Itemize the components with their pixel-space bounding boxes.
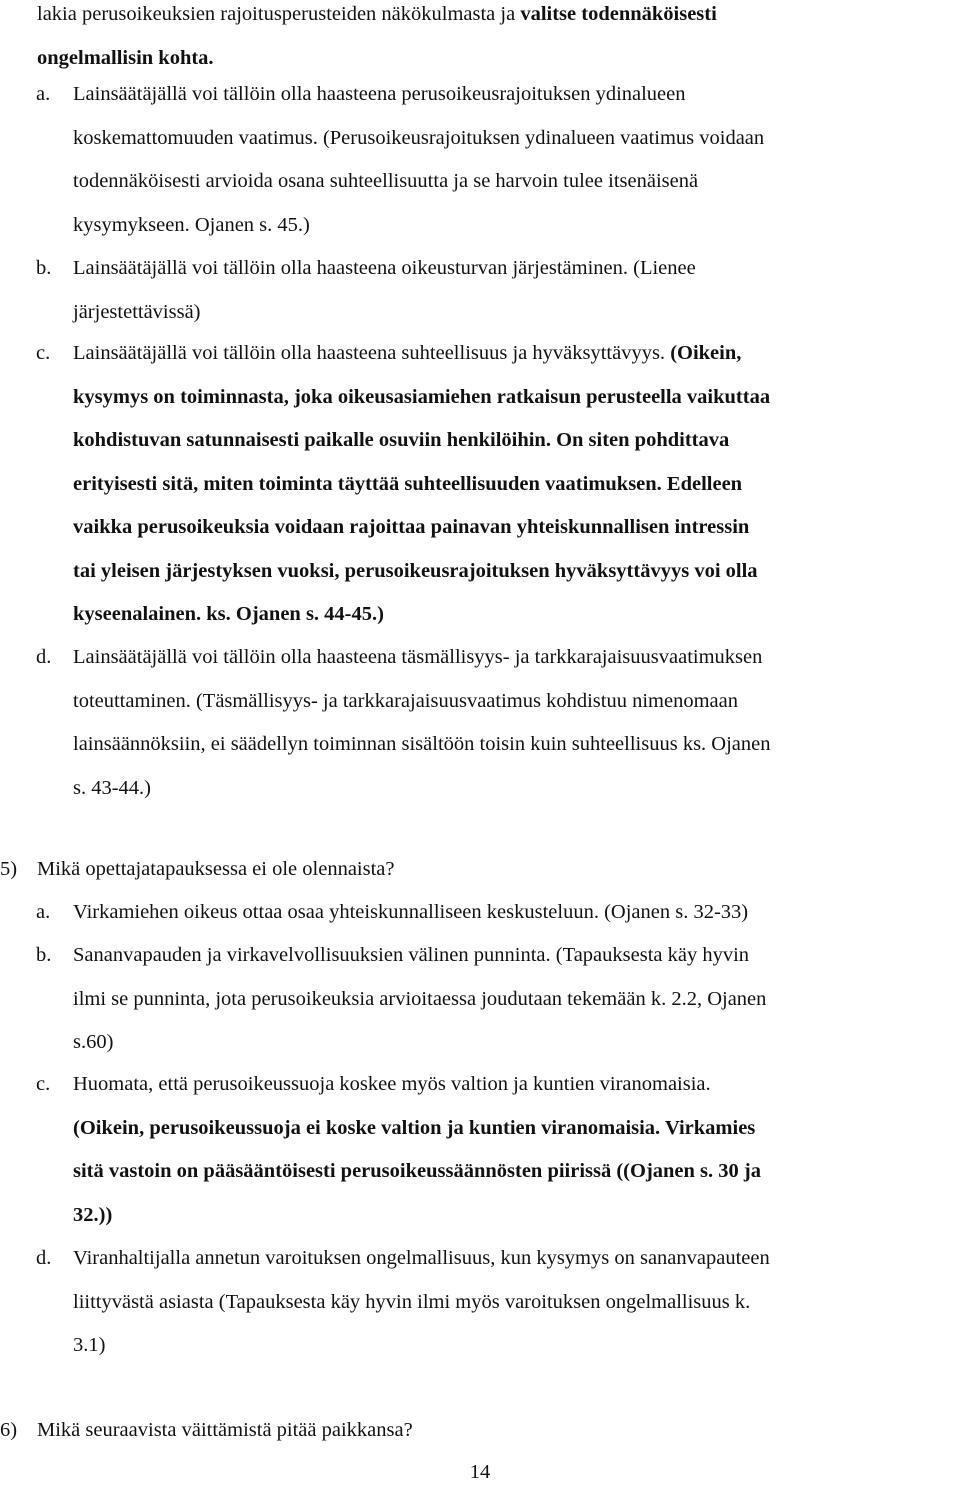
intro-paragraph	[37, 0, 957, 80]
q4-option-a	[36, 73, 958, 247]
option-marker: a.	[36, 83, 51, 105]
option-line: kysymykseen. Ojanen s. 45.)	[73, 213, 310, 236]
answer-explanation-line: 32.))	[73, 1203, 113, 1226]
q5-option-a	[36, 891, 958, 935]
q5-option-d	[36, 1237, 958, 1368]
page-number: 14	[469, 1461, 491, 1483]
intro-line-1: lakia perusoikeuksien rajoitusperusteiden näkökulmasta ja valitse todennäköisesti	[37, 3, 717, 25]
question-text: Mikä seuraavista väittämistä pitää paikkansa?	[37, 1419, 413, 1441]
option-line: s.60)	[73, 1031, 114, 1053]
option-marker: a.	[36, 901, 51, 923]
option-line: todennäköisesti arvioida osana suhteellisuutta ja se harvoin tulee itsenäisenä	[73, 170, 699, 192]
q5-option-b	[36, 934, 958, 1065]
option-line: toteuttaminen. (Täsmällisyys- ja tarkkarajaisuusvaatimus kohdistuu nimenomaan	[73, 689, 738, 712]
question-number: 6)	[0, 1419, 18, 1441]
option-line: Huomata, että perusoikeussuoja koskee myös valtion ja kuntien viranomaisia.	[73, 1073, 711, 1095]
option-marker: d.	[36, 1247, 52, 1269]
option-line: Lainsäätäjällä voi tällöin olla haasteena oikeusturvan järjestäminen. (Lienee	[73, 257, 696, 279]
answer-explanation-line: vaikka perusoikeuksia voidaan rajoittaa painavan yhteiskunnallisen intressin	[73, 516, 750, 538]
q4-option-b	[36, 247, 958, 334]
option-line: Lainsäätäjällä voi tällöin olla haasteena suhteellisuus ja hyväksyttävyys. (Oikein,	[73, 342, 742, 364]
option-line: Sananvapauden ja virkavelvollisuuksien välinen punninta. (Tapauksesta käy hyvin	[73, 944, 750, 966]
question-number: 5)	[0, 858, 18, 880]
answer-explanation-line: (Oikein, perusoikeussuoja ei koske valtion ja kuntien viranomaisia. Virkamies	[73, 1116, 756, 1139]
option-line: koskemattomuuden vaatimus. (Perusoikeusrajoituksen ydinalueen vaatimus voidaan	[73, 126, 765, 149]
q5-option-c	[36, 1063, 958, 1237]
option-line: s. 43-44.)	[73, 776, 152, 799]
option-line: lainsäännöksiin, ei säädellyn toiminnan sisältöön toisin kuin suhteellisuus ks. Ojanen	[73, 733, 771, 755]
answer-explanation-line: tai yleisen järjestyksen vuoksi, perusoikeusrajoituksen hyväksyttävyys voi olla	[73, 559, 758, 582]
option-marker: b.	[36, 257, 52, 279]
option-marker: d.	[36, 646, 52, 668]
option-line: ilmi se punninta, jota perusoikeuksia arvioitaessa joudutaan tekemään k. 2.2, Ojanen	[73, 987, 767, 1010]
option-line: Lainsäätäjällä voi tällöin olla haasteena perusoikeusrajoituksen ydinalueen	[73, 83, 686, 105]
intro-line-2: ongelmallisin kohta.	[37, 46, 214, 69]
answer-explanation-line: sitä vastoin on pääsääntöisesti perusoikeussäännösten piirissä ((Ojanen s. 30 ja	[73, 1160, 761, 1182]
option-line: Lainsäätäjällä voi tällöin olla haasteena täsmällisyys- ja tarkkarajaisuusvaatimuksen	[73, 646, 763, 668]
option-marker: b.	[36, 944, 52, 966]
option-line: Viranhaltijalla annetun varoituksen ongelmallisuus, kun kysymys on sananvapauteen	[73, 1247, 770, 1269]
question-text: Mikä opettajatapauksessa ei ole olennaista?	[37, 858, 395, 880]
q4-option-d	[36, 636, 958, 810]
option-line: liittyvästä asiasta (Tapauksesta käy hyvin ilmi myös varoituksen ongelmallisuus k.	[73, 1290, 751, 1313]
answer-explanation-line: kyseenalainen. ks. Ojanen s. 44-45.)	[73, 603, 384, 625]
option-line: järjestettävissä)	[73, 300, 201, 323]
option-marker: c.	[36, 342, 51, 364]
q4-option-c	[36, 332, 958, 637]
option-line: 3.1)	[73, 1334, 106, 1356]
option-marker: c.	[36, 1073, 51, 1095]
answer-explanation-line: kohdistuvan satunnaisesti paikalle osuviin henkilöihin. On siten pohdittava	[73, 429, 730, 451]
option-line: Virkamiehen oikeus ottaa osaa yhteiskunnalliseen keskusteluun. (Ojanen s. 32-33)	[73, 901, 749, 923]
answer-explanation-line: kysymys on toiminnasta, joka oikeusasiamiehen ratkaisun perusteella vaikuttaa	[73, 385, 771, 408]
answer-explanation-line: erityisesti sitä, miten toiminta täyttää suhteellisuuden vaatimuksen. Edelleen	[73, 472, 743, 495]
